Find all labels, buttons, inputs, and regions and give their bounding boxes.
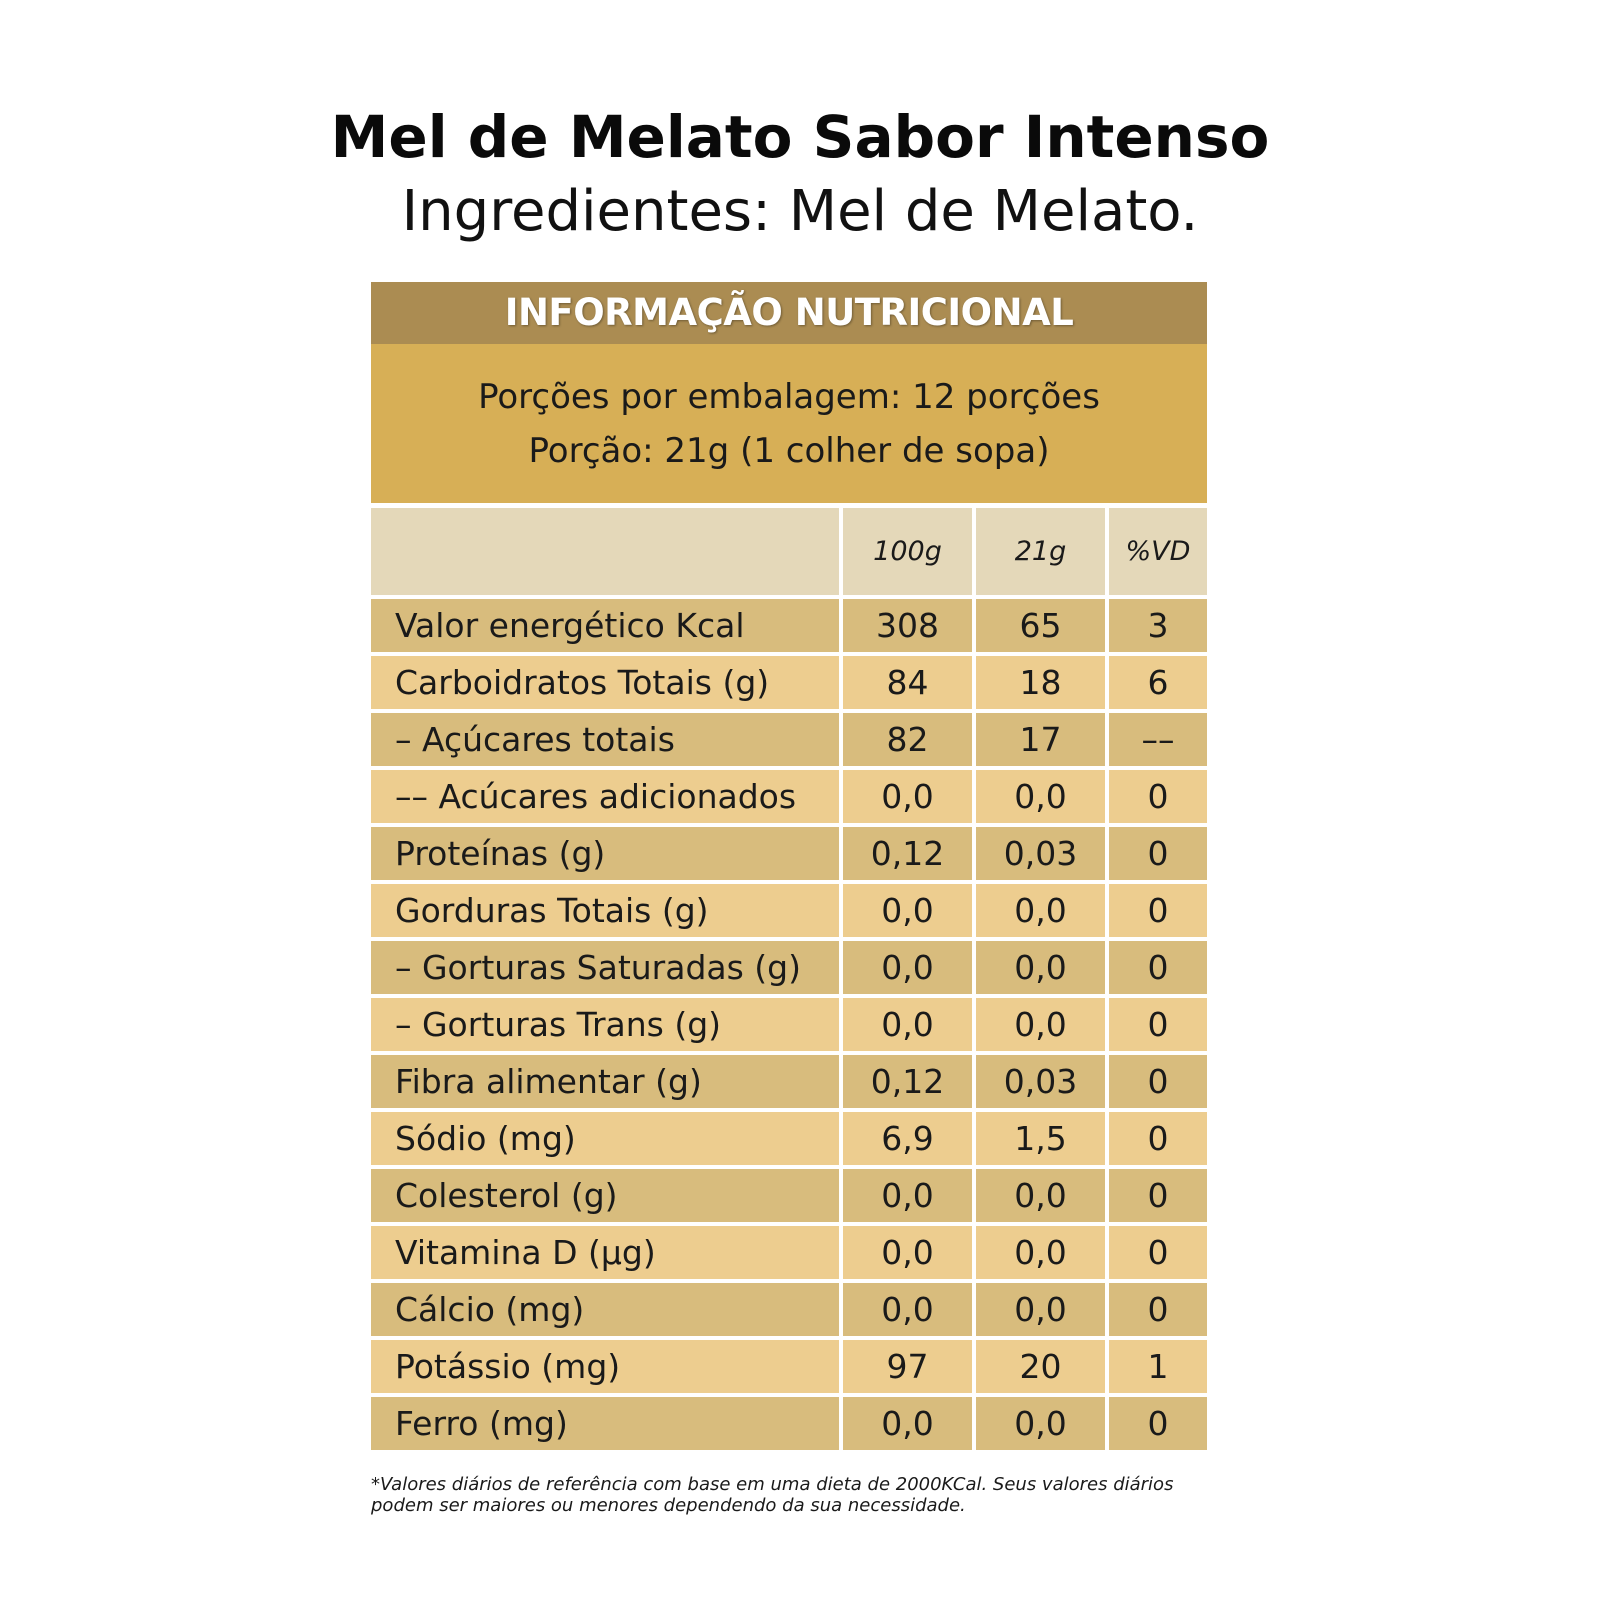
value-vd: 0 [1109,1397,1207,1450]
value-100g: 82 [843,713,976,770]
value-100g: 0,12 [843,1055,976,1112]
serving-size: Porção: 21g (1 colher de sopa) [528,430,1050,471]
table-row [371,713,1207,770]
value-vd: 1 [1109,1340,1207,1397]
value-vd: 0 [1109,827,1207,884]
table-row [371,770,1207,827]
value-100g: 0,0 [843,998,976,1055]
value-21g: 20 [976,1340,1109,1397]
value-vd: –– [1109,713,1207,770]
column-header-nutrient [371,508,843,599]
value-21g: 0,0 [976,884,1109,941]
value-21g: 17 [976,713,1109,770]
nutrition-label [371,282,1207,1450]
value-21g: 0,0 [976,1226,1109,1283]
table-row [371,884,1207,941]
nutrient-name: Proteínas (g) [371,827,843,884]
value-100g: 6,9 [843,1112,976,1169]
value-vd: 0 [1109,770,1207,827]
servings-per-package: Porções por embalagem: 12 porções [478,376,1100,417]
value-100g: 0,0 [843,1169,976,1226]
nutrient-name: – Gorturas Trans (g) [371,998,843,1055]
table-row [371,1397,1207,1450]
table-row [371,599,1207,656]
value-vd: 3 [1109,599,1207,656]
value-100g: 0,0 [843,1283,976,1340]
nutrient-name: Vitamina D (µg) [371,1226,843,1283]
nutrient-name: – Açúcares totais [371,713,843,770]
table-row [371,941,1207,998]
value-vd: 0 [1109,941,1207,998]
serving-info [371,344,1207,503]
column-header-100g: 100g [843,508,976,599]
nutrient-name: Cálcio (mg) [371,1283,843,1340]
value-vd: 0 [1109,1055,1207,1112]
value-100g: 0,0 [843,770,976,827]
value-21g: 0,0 [976,998,1109,1055]
value-21g: 0,0 [976,1397,1109,1450]
nutrient-name: Ferro (mg) [371,1397,843,1450]
value-vd: 0 [1109,1112,1207,1169]
value-21g: 65 [976,599,1109,656]
value-100g: 0,12 [843,827,976,884]
value-21g: 0,0 [976,1283,1109,1340]
value-vd: 0 [1109,998,1207,1055]
table-row [371,1169,1207,1226]
value-100g: 84 [843,656,976,713]
table-row [371,1226,1207,1283]
value-vd: 0 [1109,1169,1207,1226]
nutrient-name: Sódio (mg) [371,1112,843,1169]
nutrition-table [371,508,1207,1450]
value-21g: 0,0 [976,1169,1109,1226]
column-header-vd: %VD [1109,508,1207,599]
value-21g: 0,0 [976,770,1109,827]
footnote: *Valores diários de referência com base em uma dieta de 2000KCal. Seus valores diários podem ser maiores ou menores dependendo da sua necessidade. [371,1474,1174,1516]
table-row [371,1340,1207,1397]
value-vd: 0 [1109,1226,1207,1283]
nutrient-name: Potássio (mg) [371,1340,843,1397]
value-vd: 6 [1109,656,1207,713]
table-row [371,998,1207,1055]
value-21g: 0,03 [976,1055,1109,1112]
table-row [371,1112,1207,1169]
value-vd: 0 [1109,1283,1207,1340]
nutrient-name: Gorduras Totais (g) [371,884,843,941]
value-21g: 18 [976,656,1109,713]
nutrient-name: – Gorturas Saturadas (g) [371,941,843,998]
table-row [371,656,1207,713]
nutrient-name: Fibra alimentar (g) [371,1055,843,1112]
ingredients-line: Ingredientes: Mel de Melato. [401,179,1199,244]
value-100g: 0,0 [843,1397,976,1450]
table-row [371,1055,1207,1112]
table-header-row [371,508,1207,599]
value-100g: 0,0 [843,884,976,941]
nutrient-name: Valor energético Kcal [371,599,843,656]
column-header-21g: 21g [976,508,1109,599]
value-vd: 0 [1109,884,1207,941]
value-100g: 97 [843,1340,976,1397]
nutrition-label-header: INFORMAÇÃO NUTRICIONAL [371,282,1207,344]
table-row [371,827,1207,884]
value-21g: 0,0 [976,941,1109,998]
table-row [371,1283,1207,1340]
value-100g: 0,0 [843,1226,976,1283]
value-100g: 0,0 [843,941,976,998]
nutrient-name: –– Acúcares adicionados [371,770,843,827]
value-21g: 0,03 [976,827,1109,884]
product-title: Mel de Melato Sabor Intenso [330,103,1270,171]
nutrient-name: Colesterol (g) [371,1169,843,1226]
nutrient-name: Carboidratos Totais (g) [371,656,843,713]
value-21g: 1,5 [976,1112,1109,1169]
value-100g: 308 [843,599,976,656]
